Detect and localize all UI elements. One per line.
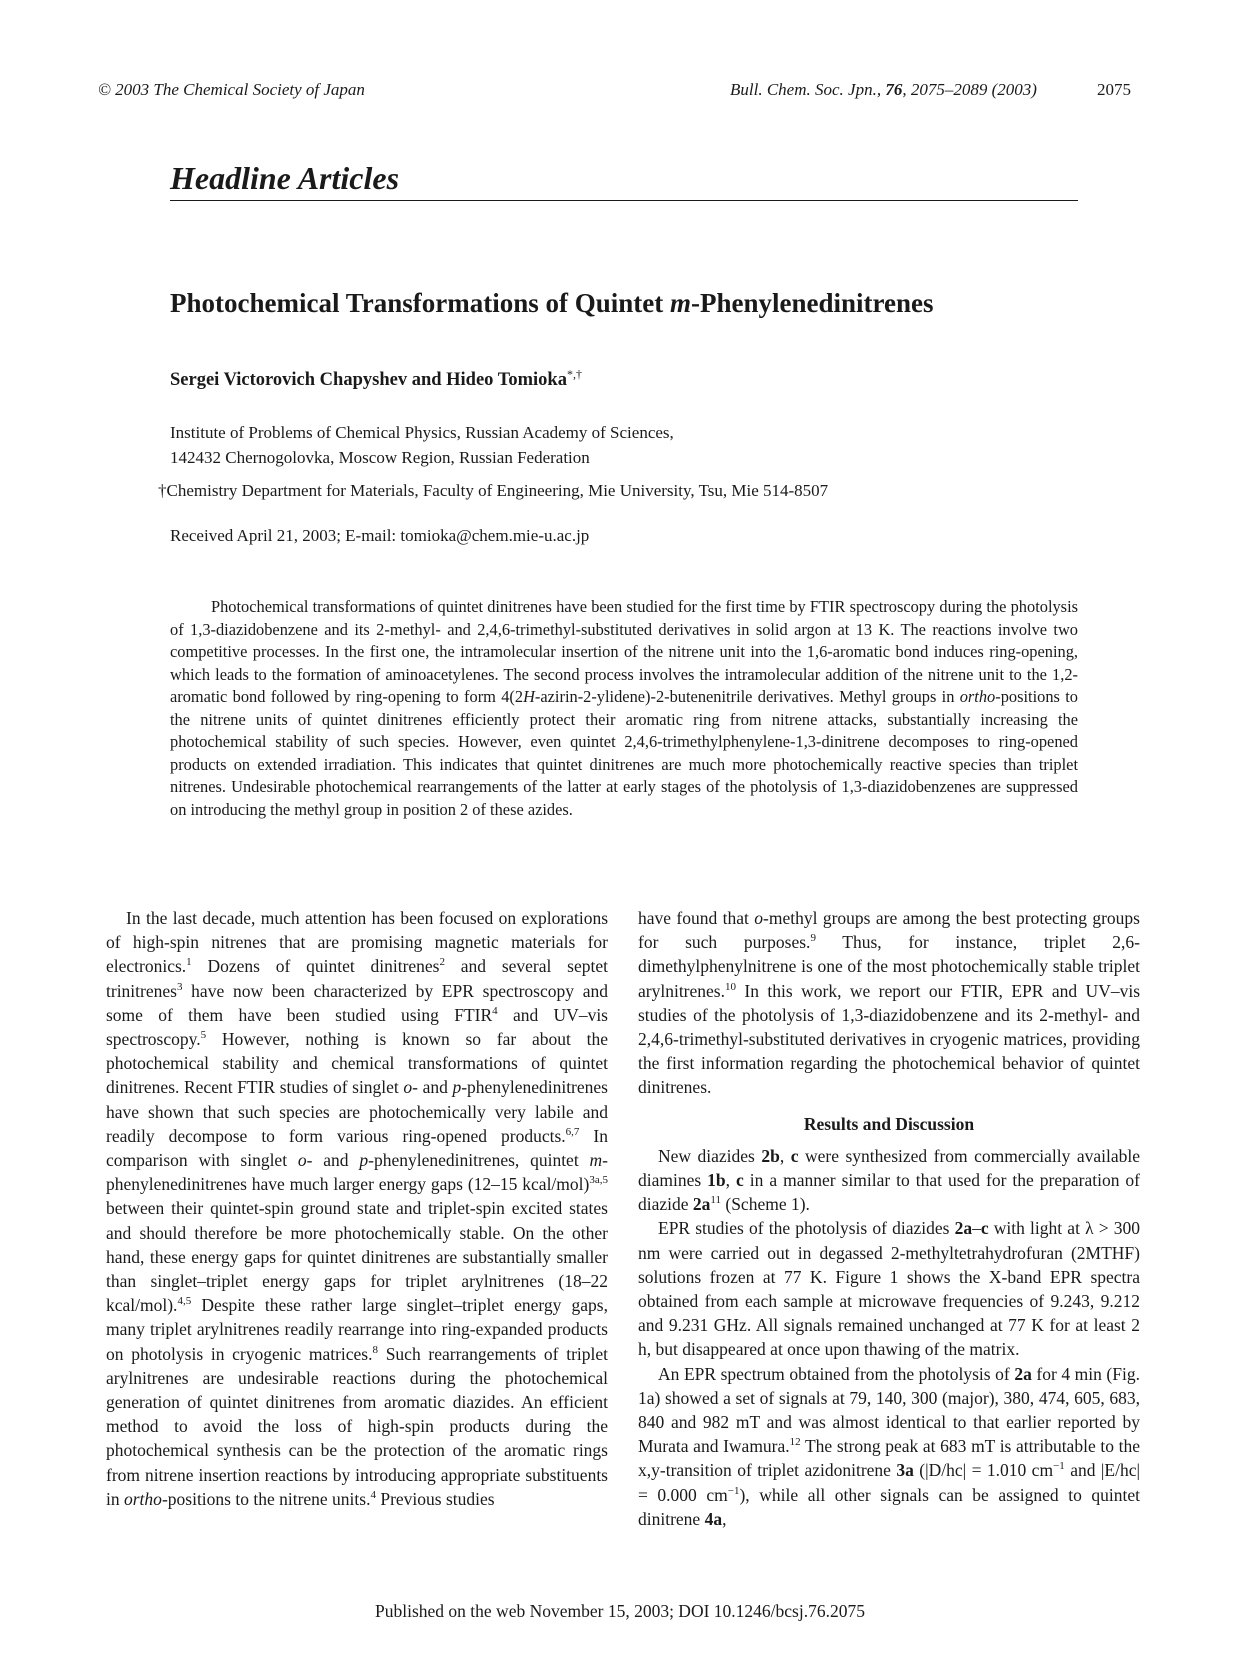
journal-name: Bull. Chem. Soc. Jpn., (730, 80, 886, 99)
journal-volume: 76 (885, 80, 903, 99)
publication-footer: Published on the web November 15, 2003; DOI 10.1246/bcsj.76.2075 (375, 1601, 865, 1621)
affiliation-1-line-2: 142432 Chernogolovka, Moscow Region, Russian Federation (170, 448, 590, 467)
body-paragraph: An EPR spectrum obtained from the photolysis of 2a for 4 min (Fig. 1a) showed a set of signals at 79, 140, 300 (major), 380, 474, 605, 683, 840 and 982 mT and was almost identical to that earlier reported by Murata and Iwamura.$^{12}$ The strong peak at 683 mT is attributable to the x,y-transition of triplet azidonitrene 3a (|D/hc| = 1.010 $cm^{-1}$ and |E/hc| = 0.000 $cm^{-1}$), while all other signals can be assigned to quintet dinitrene 4a, (638, 1363, 1140, 1529)
authors (170, 366, 582, 391)
author-marks: *,† (566, 366, 582, 381)
section-title-results: Results and Discussion (803, 1113, 975, 1134)
abstract-text: Photochemical transformations of quintet dinitrenes have been studied for the first time by FTIR spectroscopy during the photolysis of 1,3-diazidobenzene and its 2-methyl- and 2,4,6-trimethyl-substituted derivatives in solid argon at 13 K. The reactions involve two competitive processes. In the first one, the intramolecular insertion of the nitrene unit into the 1,6-aromatic bond induces ring-opening, which leads to the formation of aminoacetylenes. The second process involves the intramolecular addition of the nitrene unit to the 1,2-aromatic bond followed by ring-opening to form 4(2H-azirin-2-ylidene)-2-butenenitrile derivatives. Methyl groups in ortho-positions to the nitrene units of quintet dinitrenes efficiently protect their aromatic ring from nitrene attacks, substantially increasing the photochemical stability of such species. However, even quintet 2,4,6-trimethylphenylene-1,3-dinitrene decomposes to ring-opened products on extended irradiation. This indicates that quintet dinitrenes are much more photochemically reactive species than triplet nitrenes. Undesirable photochemical rearrangements of the latter at early stages of the photolysis of 1,3-diazidobenzenes are suppressed on introducing the methyl group in position 2 of these azides. (170, 597, 1078, 819)
page-number: 2075 (1097, 80, 1131, 99)
body-paragraph: In the last decade, much attention has been focused on explorations of high-spin nitrenes that are promising magnetic materials for electronics.$^1$ Dozens of quintet dinitrenes$^2$ and several septet trinitrenes$^3$ have now been characterized by EPR spectroscopy and some of them have been studied using FTIR$^4$ and UV–vis spectroscopy.$^5$ However, nothing is known so far about the photochemical stability and chemical transformations of quintet dinitrenes. Recent FTIR studies of singlet o- and p-phenylenedinitrenes have shown that such species are photochemically very labile and readily decompose to form various ring-opened products.$^{6,7}$ In comparison with singlet o- and p-phenylenedinitrenes, quintet m-phenylenedinitrenes have much larger energy gaps (12–15 kcal/mol)$^{3a,5}$ between their quintet-spin ground state and triplet-spin excited states and should therefore be more photochemically stable. On the other hand, these energy gaps for quintet dinitrenes are substantially smaller than singlet–triplet energy gaps for triplet arylnitrenes (18–22 kcal/mol).$^{4,5}$ Despite these rather large singlet–triplet energy gaps, many triplet arylnitrenes readily rearrange into ring-expanded products on photolysis in cryogenic matrices.$^8$ Such rearrangements of triplet arylnitrenes are undesirable reactions during the photochemical generation of quintet dinitrenes from aromatic diazides. An efficient method to avoid the loss of high-spin products during the photochemical synthesis can be the protection of the aromatic rings from nitrene insertion reactions by introducing appropriate substituents in ortho-positions to the nitrene units.$^4$ Previous studies (106, 908, 609, 1509)
title-part-2: -Phenylenedinitrenes (690, 288, 934, 318)
right-column (638, 906, 1140, 1531)
body-paragraph: New diazides 2b, c were synthesized from commercially available diamines 1b, c in a manner similar to that used for the preparation of diazide $2a^{11}$ (Scheme 1). (638, 1145, 1141, 1215)
affiliation-2: †Chemistry Department for Materials, Faculty of Engineering, Mie University, Tsu, Mie 514-8507 (158, 481, 829, 500)
body-paragraph: EPR studies of the photolysis of diazides 2a–c with light at λ > 300 nm were carried out in degassed 2-methyltetrahydrofuran (2MTHF) solutions frozen at 77 K. Figure 1 shows the X-band EPR spectra obtained from each sample at microwave frequencies of 9.243, 9.212 and 9.231 GHz. All signals remained unchanged at 77 K for at least 2 h, but disappeared at once upon thawing of the matrix. (638, 1218, 1140, 1360)
title-italic: m (669, 288, 691, 318)
title-part-1: Photochemical Transformations of Quintet (170, 288, 670, 318)
affiliation-1-line-1: Institute of Problems of Chemical Physics, Russian Academy of Sciences, (170, 423, 674, 442)
copyright-notice: © 2003 The Chemical Society of Japan (98, 80, 365, 99)
received-line: Received April 21, 2003; E-mail: tomioka@chem.mie-u.ac.jp (170, 526, 590, 545)
journal-citation (730, 80, 1037, 100)
body-paragraph: have found that o-methyl groups are among the best protecting groups for such purposes.$^9$ Thus, for instance, triplet 2,6-dimethylphenylnitrene is one of the most photochemically stable triplet arylnitrenes.$^{10}$ In this work, we report our FTIR, EPR and UV–vis studies of the photolysis of 1,3-diazidobenzene and its 2-methyl- and 2,4,6-trimethyl-substituted derivatives in cryogenic matrices, providing the first information regarding the photochemical behavior of quintet dinitrenes. (638, 908, 1141, 1098)
section-heading: Headline Articles (170, 158, 1078, 201)
left-column (106, 906, 608, 1511)
author-names: Sergei Victorovich Chapyshev and Hideo Tomioka (170, 370, 567, 390)
abstract (170, 596, 1078, 821)
journal-pages: , 2075–2089 (2003) (902, 80, 1037, 99)
article-title (170, 288, 933, 319)
affiliation-1 (170, 420, 674, 470)
